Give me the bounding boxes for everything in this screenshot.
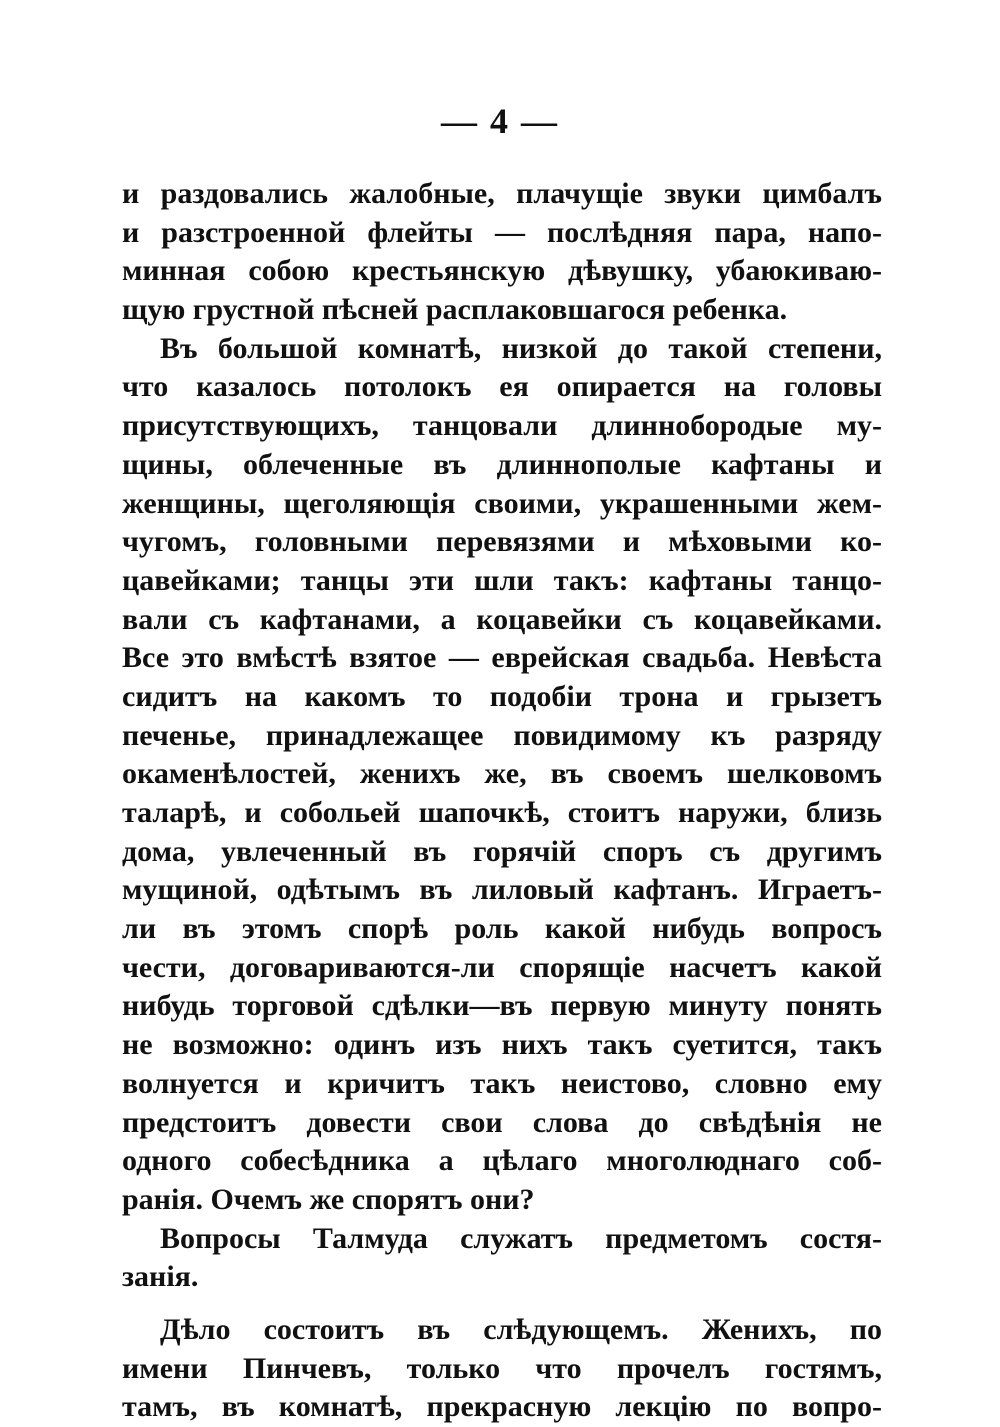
text-line: мущиной, одѣтымъ въ лиловый кафтанъ. Играетъ- [122,873,882,907]
text-line: не возможно: одинъ изъ нихъ такъ суетится, такъ [122,1028,882,1062]
page-number: — 4 — [441,101,559,141]
text-line: Дѣло состоитъ въ слѣдующемъ. Женихъ, по [160,1312,882,1346]
text-line: дома, увлеченный въ горячій споръ съ другимъ [122,834,882,868]
text-line: минная собою крестьянскую дѣвушку, убаюкиваю- [122,254,882,288]
text-line: предстоитъ довести свои слова до свѣдѣнія не [122,1105,882,1139]
text-line: щую грустной пѣсней расплаковшагося ребенка. [122,293,788,327]
text-line: Въ большой комнатѣ, низкой до такой степени, [160,331,882,365]
text-line: и раздовались жалобные, плачущіе звуки цимбалъ [122,177,882,210]
text-line: таларѣ, и собольей шапочкѣ, стоитъ наружи, близь [122,796,882,829]
text-line: ли въ этомъ спорѣ роль какой нибудь вопросъ [122,912,882,946]
text-line: вали съ кафтанами, а коцавейки съ коцавейками. [122,602,882,636]
text-line: цавейками; танцы эти шли такъ: кафтаны танцо- [122,563,882,597]
text-line: волнуется и кричитъ такъ неистово, словно ему [122,1066,882,1100]
body-text [122,175,882,1427]
text-line: Все это вмѣстѣ взятое — еврейская свадьба. Невѣста [122,641,882,675]
text-line: присутствующихъ, танцовали длиннобородые му- [122,409,882,443]
text-line: щины, облеченные въ длиннополые кафтаны и [122,447,882,481]
text-line: имени Пинчевъ, только что прочелъ гостямъ, [122,1351,882,1385]
text-line: тамъ, въ комнатѣ, прекрасную лекцію по вопро- [122,1390,882,1424]
text-line: что казалось потолокъ ея опирается на головы [122,370,882,404]
text-line: нибудь торговой сдѣлки—въ первую минуту понять [122,989,882,1023]
text-line: окаменѣлостей, женихъ же, въ своемъ шелковомъ [122,757,882,791]
text-line: Вопросы Талмуда служатъ предметомъ состя- [160,1221,882,1255]
text-line: и разстроенной флейты — послѣдняя пара, напо- [122,215,882,249]
text-line: женщины, щеголяющія своими, украшенными жем- [122,486,882,520]
text-line: сидитъ на какомъ то подобіи трона и грызетъ [122,679,882,713]
text-line: занія. [122,1260,199,1294]
text-line: чугомъ, головными перевязями и мѣховыми ко- [122,525,882,559]
text-line: чести, договариваются-ли спорящіе насчетъ какой [122,950,882,984]
text-line: печенье, принадлежащее повидимому къ разряду [122,718,882,752]
text-line: ранія. Очемъ же спорятъ они? [122,1182,535,1216]
text-line: одного собесѣдника а цѣлаго многолюднаго соб- [122,1144,882,1178]
